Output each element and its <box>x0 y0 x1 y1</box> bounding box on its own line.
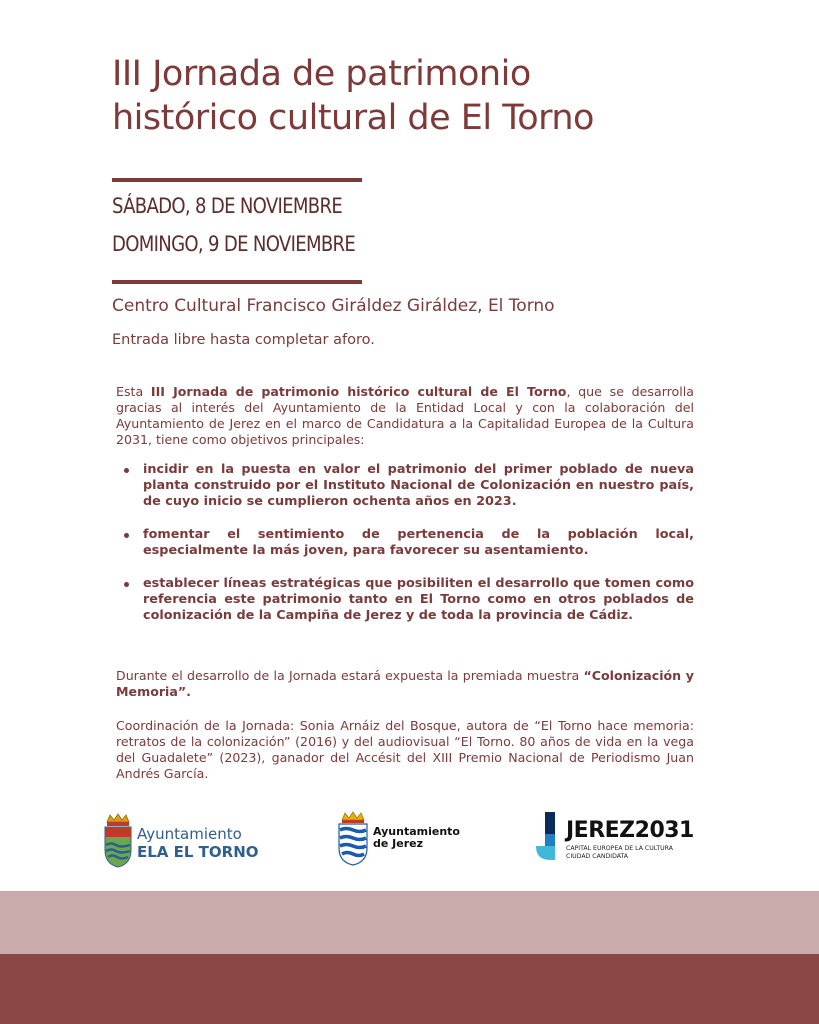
intro-paragraph <box>116 384 694 448</box>
footer-band-light <box>0 891 819 954</box>
jerez-crest-icon <box>336 810 370 866</box>
footer-band-dark <box>0 954 819 1024</box>
objective-item <box>124 527 694 559</box>
jerez2031-subtitle-line-2: CIUDAD CANDIDATA <box>566 852 629 860</box>
ela-el-torno-logo <box>103 812 273 868</box>
objective-item <box>124 576 694 624</box>
title-line-2: histórico cultural de El Torno <box>112 98 594 138</box>
objective-text: establecer líneas estratégicas que posibiliten el desarrollo que tomen como referencia este patrimonio tanto en El Torno como en otros poblados de colonización de la Campiña de Jerez y de toda la provincia de Cádiz. <box>143 576 694 623</box>
intro-prefix: Esta <box>116 384 151 399</box>
exhibition-paragraph <box>116 668 694 700</box>
ela-crest-icon <box>103 812 133 868</box>
top-divider <box>112 178 362 182</box>
date-sunday: DOMINGO, 9 DE NOVIEMBRE <box>112 232 356 256</box>
date-saturday: SÁBADO, 8 DE NOVIEMBRE <box>112 194 343 218</box>
jerez-logo-text <box>373 826 460 850</box>
venue-text: Centro Cultural Francisco Giráldez Giráldez, El Torno <box>112 296 555 316</box>
bullet-icon <box>124 533 129 538</box>
event-title <box>112 52 752 140</box>
exhibition-prefix: Durante el desarrollo de la Jornada estará expuesta la premiada muestra <box>116 668 584 683</box>
jerez2031-subtitle-line-1: CAPITAL EUROPEA DE LA CULTURA <box>566 845 673 852</box>
jerez-logo-line-2: de Jerez <box>373 837 424 850</box>
bullet-icon <box>124 468 129 473</box>
jerez2031-title: JEREZ2031 <box>566 818 694 843</box>
objectives-list <box>124 462 694 624</box>
entry-text: Entrada libre hasta completar aforo. <box>112 332 375 348</box>
coordination-paragraph: Coordinación de la Jornada: Sonia Arnáiz del Bosque, autora de “El Torno hace memoria: retratos de la colonización” (2016) y del audiovisual “El Torno. 80 años de vida en la vega del Guadalete” (2023), ganador del Accésit del XIII Premio Nacional de Periodismo Juan Andrés García. <box>116 718 694 781</box>
objective-item <box>124 462 694 510</box>
intro-event-name: III Jornada de patrimonio histórico cultural de El Torno <box>150 384 567 399</box>
jerez-logo-line-1: Ayuntamiento <box>373 825 460 838</box>
jerez2031-mark-icon <box>536 812 562 862</box>
objective-text: fomentar el sentimiento de pertenencia de la población local, especialmente la más joven, para favorecer su asentamiento. <box>143 527 694 558</box>
jerez2031-subtitle <box>566 845 673 860</box>
jerez2031-logo <box>536 812 696 862</box>
exhibition-title: “Colonización y Memoria”. <box>116 668 694 699</box>
objective-text: incidir en la puesta en valor el patrimonio del primer poblado de nueva planta construido por el Instituto Nacional de Colonización en nuestro país, de cuyo inicio se cumplieron ochenta años en 2023. <box>143 462 694 509</box>
ela-logo-line-2: ELA EL TORNO <box>137 843 259 861</box>
bullet-icon <box>124 582 129 587</box>
title-line-1: III Jornada de patrimonio <box>112 54 531 94</box>
bottom-divider <box>112 280 362 284</box>
ayuntamiento-jerez-logo <box>336 810 476 868</box>
ela-logo-line-1: Ayuntamiento <box>137 825 242 843</box>
intro-suffix: , que se desarrolla gracias al interés del Ayuntamiento de la Entidad Local y con la colaboración del Ayuntamiento de Jerez en el marco de Candidatura a la Capitalidad Europea de la Cultura 2031, tiene como objetivos principales: <box>116 384 694 447</box>
